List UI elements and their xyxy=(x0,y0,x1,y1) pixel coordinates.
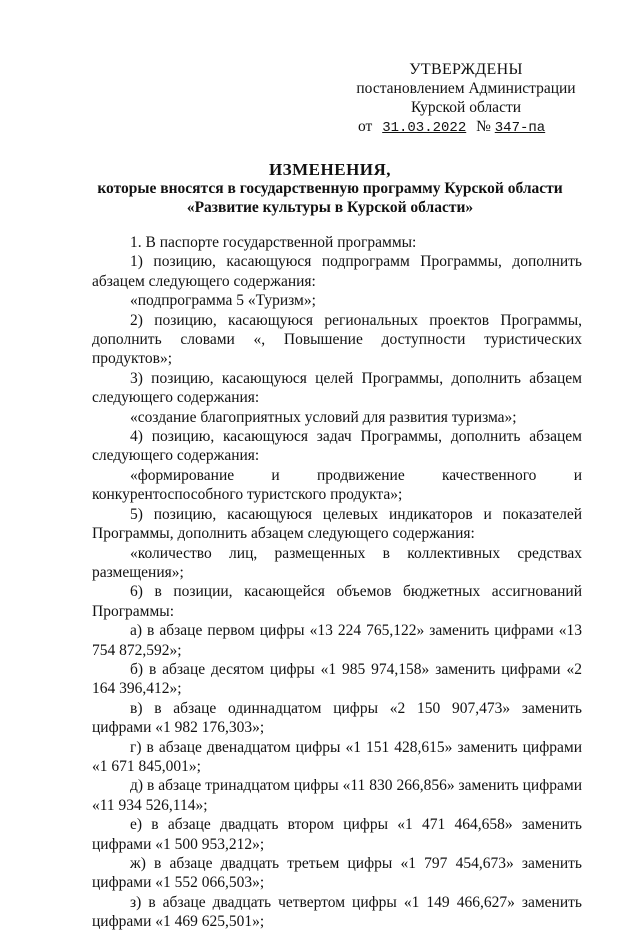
document-body xyxy=(92,233,582,932)
paragraph: 6) в позиции, касающейся объемов бюджетных ассигнований Программы: xyxy=(92,583,582,620)
heading-line-1: которые вносятся в государственную программу Курской области xyxy=(97,180,563,197)
paragraph: 4) позицию, касающуюся задач Программы, дополнить абзацем следующего содержания: xyxy=(92,428,582,465)
paragraph: 2) позицию, касающуюся региональных проектов Программы, дополнить словами «, Повышение доступности туристических продуктов»; xyxy=(92,311,582,368)
paragraph: а) в абзаце первом цифры «13 224 765,122» заменить цифрами «13 754 872,592»; xyxy=(92,622,582,659)
paragraph: д) в абзаце тринадцатом цифры «11 830 266,856» заменить цифрами «11 934 526,114»; xyxy=(92,777,582,814)
paragraph: «создание благоприятных условий для развития туризма»; xyxy=(130,408,517,426)
paragraph: е) в абзаце двадцать втором цифры «1 471 464,658» заменить цифрами «1 500 953,212»; xyxy=(92,816,582,853)
paragraph: «подпрограмма 5 «Туризм»; xyxy=(130,292,316,310)
approval-line-1: постановлением Администрации xyxy=(356,80,576,97)
paragraph: «формирование и продвижение качественного и конкурентоспособного туристского продукта»; xyxy=(92,466,582,504)
date-prefix: от xyxy=(358,118,373,135)
paragraph: з) в абзаце двадцать четвертом цифры «1 149 466,627» заменить цифрами «1 469 625,501»; xyxy=(92,893,582,931)
approval-date: 31.03.2022 xyxy=(382,120,467,136)
paragraph: б) в абзаце десятом цифры «1 985 974,158» заменить цифрами «2 164 396,412»; xyxy=(92,660,582,698)
paragraph: ж) в абзаце двадцать третьем цифры «1 797 454,673» заменить цифрами «1 552 066,503»; xyxy=(92,855,582,892)
approval-stamp xyxy=(356,60,576,138)
paragraph: 5) позицию, касающуюся целевых индикаторов и показателей Программы, дополнить абзацем следующего содержания: xyxy=(92,505,582,543)
paragraph: 1) позицию, касающуюся подпрограмм Программы, дополнить абзацем следующего содержания: xyxy=(92,253,582,290)
paragraph: в) в абзаце одиннадцатом цифры «2 150 907,473» заменить цифрами «1 982 176,303»; xyxy=(92,699,582,737)
heading-title: ИЗМЕНЕНИЯ, xyxy=(268,160,392,179)
paragraph: «количество лиц, размещенных в коллективных средствах размещения»; xyxy=(92,544,582,581)
heading-line-2: «Развитие культуры в Курской области» xyxy=(186,199,474,216)
approval-number: 347-па xyxy=(494,120,546,136)
approval-date-row xyxy=(358,117,576,138)
paragraph: 1. В паспорте государственной программы: xyxy=(130,234,417,251)
paragraph: 3) позицию, касающуюся целей Программы, дополнить абзацем следующего содержания: xyxy=(92,369,582,407)
approval-title: УТВЕРЖДЕНЫ xyxy=(409,61,523,78)
approval-line-2: Курской области xyxy=(410,99,522,116)
number-prefix: № xyxy=(476,118,491,135)
document-heading xyxy=(70,160,590,217)
paragraph: г) в абзаце двенадцатом цифры «1 151 428,615» заменить цифрами «1 671 845,001»; xyxy=(92,738,582,775)
